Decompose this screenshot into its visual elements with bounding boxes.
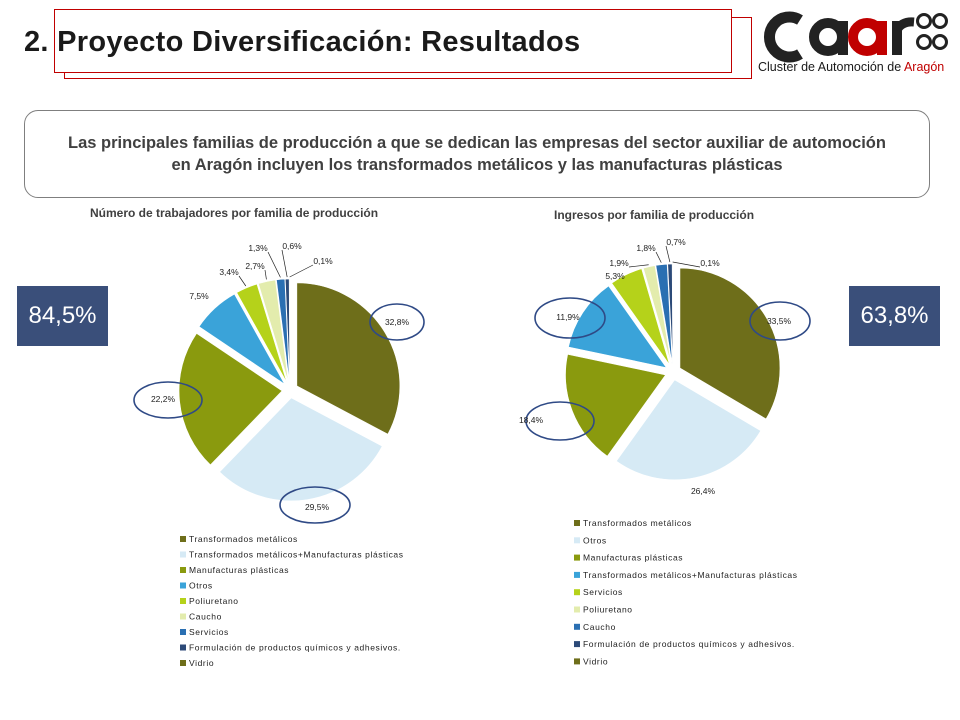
slice-label-0-1: 29,5% (304, 502, 330, 512)
legend-swatch-0-3 (180, 583, 186, 589)
legend-label-0-2: Manufacturas plásticas (189, 565, 290, 575)
slice-label-0-4: 3,4% (219, 267, 239, 277)
slice-label-0-7: 0,6% (282, 241, 302, 251)
legend-label-1-7: Formulación de productos químicos y adhesivos. (583, 639, 795, 650)
slice-label-1-7: 0,7% (666, 237, 686, 247)
slice-label-1-0: 33,5% (766, 316, 792, 326)
pie-chart-0 (134, 241, 424, 668)
legend-label-0-8: Vidrio (189, 658, 215, 668)
intro-callout: Las principales familias de producción a que se dedican las empresas del sector auxiliar de automoción en Aragón incluyen los transformados metálicos y las manufacturas plásticas (24, 110, 930, 198)
slice-label-0-5: 2,7% (245, 261, 265, 271)
legend-swatch-1-2 (574, 555, 580, 561)
leader-line-1-7 (666, 246, 670, 262)
legend-swatch-0-8 (180, 660, 186, 666)
slice-label-0-6: 1,3% (248, 243, 268, 253)
legend-swatch-1-6 (574, 624, 580, 630)
leader-line-1-8 (673, 262, 700, 267)
pie-chart-1 (519, 237, 810, 666)
legend-label-0-5: Caucho (189, 611, 222, 622)
legend-label-1-0: Transformados metálicos (583, 518, 692, 528)
legend-label-0-7: Formulación de productos químicos y adhesivos. (189, 642, 401, 653)
legend-swatch-0-2 (180, 567, 186, 573)
legend-swatch-0-0 (180, 536, 186, 542)
leader-line-0-8 (290, 265, 313, 277)
legend-swatch-0-6 (180, 629, 186, 635)
legend-label-0-1: Transformados metálicos+Manufacturas plásticas (189, 549, 404, 560)
legend-label-1-4: Servicios (583, 587, 623, 598)
page-title: 2. Proyecto Diversificación: Resultados (24, 26, 581, 58)
legend-label-1-1: Otros (583, 535, 607, 546)
legend-swatch-1-0 (574, 520, 580, 526)
legend-label-1-2: Manufacturas plásticas (583, 552, 684, 563)
revenue-share-badge: 63,8% (849, 286, 940, 346)
slice-label-0-0: 32,8% (384, 317, 410, 327)
slice-label-0-8: 0,1% (313, 256, 333, 266)
slice-label-0-3: 7,5% (189, 291, 209, 301)
legend-swatch-1-5 (574, 607, 580, 613)
legend-swatch-1-3 (574, 572, 580, 578)
slice-label-0-2: 22,2% (150, 394, 176, 404)
workers-share-badge: 84,5% (17, 286, 108, 346)
slice-label-1-4: 5,3% (605, 271, 625, 281)
slice-label-1-6: 1,8% (636, 243, 656, 253)
legend-swatch-1-7 (574, 641, 580, 647)
slice-label-1-3: 11,9% (556, 312, 580, 322)
leader-line-1-6 (656, 252, 661, 263)
legend-swatch-0-7 (180, 645, 186, 651)
chart-title-revenue: Ingresos por familia de producción (554, 208, 755, 222)
legend-label-1-8: Vidrio (583, 656, 609, 667)
legend-swatch-0-5 (180, 614, 186, 620)
legend-label-1-5: Poliuretano (583, 604, 633, 615)
legend-swatch-1-1 (574, 537, 580, 543)
legend-swatch-1-8 (574, 658, 580, 664)
leader-line-0-7 (282, 250, 287, 277)
slice-label-1-8: 0,1% (700, 258, 720, 268)
leader-line-0-6 (268, 252, 280, 277)
leader-line-1-5 (629, 265, 649, 267)
logo-subtitle: Cluster de Automoción de Aragón (758, 60, 945, 74)
legend-swatch-0-1 (180, 552, 186, 558)
leader-line-0-5 (265, 270, 266, 279)
legend-label-0-0: Transformados metálicos (189, 534, 298, 544)
slice-label-1-1: 26,4% (690, 486, 716, 496)
legend-label-0-4: Poliuretano (189, 596, 239, 606)
legend-label-1-3: Transformados metálicos+Manufacturas plásticas (583, 569, 798, 580)
legend-label-0-3: Otros (189, 580, 213, 591)
legend-swatch-0-4 (180, 598, 186, 604)
slice-label-1-5: 1,9% (609, 258, 629, 268)
leader-line-0-4 (239, 276, 246, 286)
chart-title-workers: Número de trabajadores por familia de producción (90, 206, 379, 220)
slice-label-1-2: 18,4% (518, 415, 544, 425)
legend-swatch-1-4 (574, 589, 580, 595)
legend-label-0-6: Servicios (189, 627, 229, 637)
legend-label-1-6: Caucho (583, 621, 616, 632)
